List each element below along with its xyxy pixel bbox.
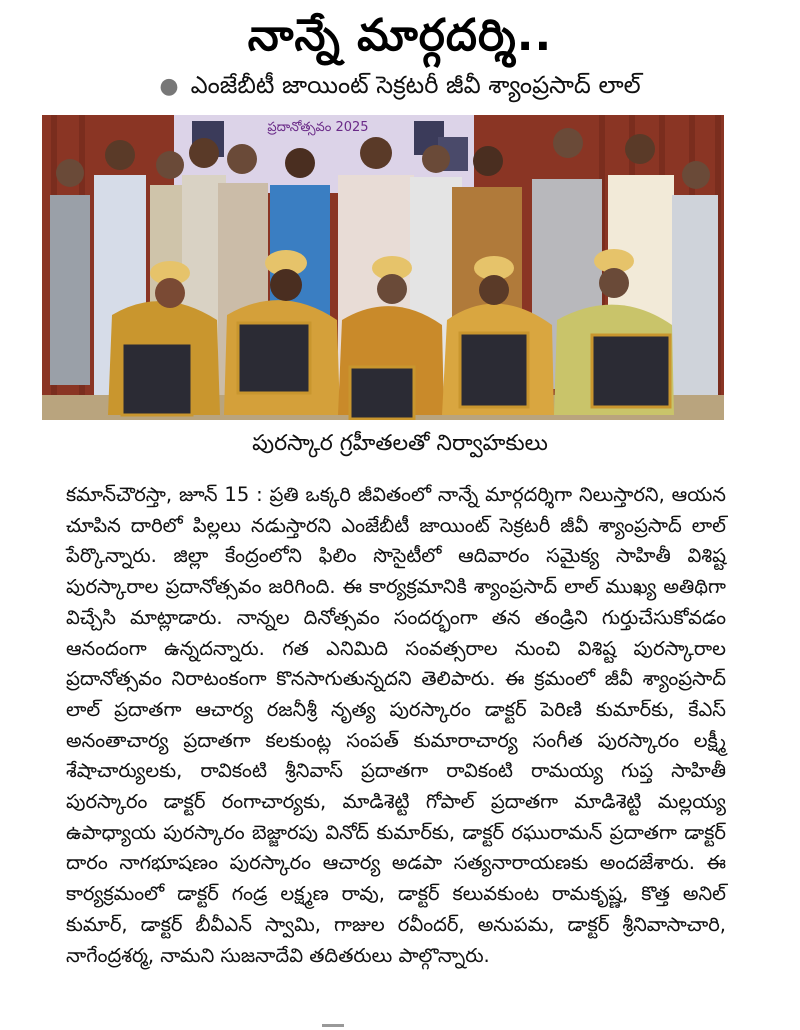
banner-text: ప్రదానోత్సవం 2025	[267, 120, 369, 135]
column-end-rule	[322, 1024, 344, 1027]
subheadline	[0, 68, 800, 104]
headline: నాన్నే మార్గదర్శి..	[247, 10, 553, 61]
photo-caption: పురస్కార గ్రహీతలతో నిర్వాహకులు	[252, 431, 548, 456]
event-photo-illustration	[42, 115, 724, 420]
bullet-icon: ●	[159, 74, 179, 99]
body-paragraph: కమాన్‌చౌరస్తా, జూన్ 15 : ప్రతి ఒక్కరి జీవితంలో నాన్నే మార్గదర్శిగా నిలుస్తారని, ఆయన చూపిన దారిలో పిల్లలు నడుస్తారని ఎంజేబీటీ జాయింట్ సెక్రటరీ జీవీ శ్యాంప్రసాద్ లాల్ పేర్కొన్నారు. జిల్లా కేంద్రంలోని ఫిలిం సొసైటీలో ఆదివారం సమైక్య సాహితీ విశిష్ట పురస్కారాల ప్రదానోత్సవం జరిగింది. ఈ కార్యక్రమానికి శ్యాంప్రసాద్ లాల్ ముఖ్య అతిథిగా విచ్చేసి మాట్లాడారు. నాన్నల దినోత్సవం సందర్భంగా తన తండ్రిని గుర్తుచేసుకోవడం ఆనందంగా ఉన్నదన్నారు. గత ఎనిమిది సంవత్సరాల నుంచి విశిష్ట పురస్కారాల ప్రదానోత్సవం నిరాటంకంగా కొనసాగుతున్నదని తెలిపారు. ఈ క్రమంలో జీవీ శ్యాంప్రసాద్ లాల్ ప్రదాతగా ఆచార్య రజనీశ్రీ నృత్య పురస్కారం డాక్టర్ పెరిణి కుమార్‌కు, కేఎస్ అనంతాచార్య ప్రదాతగా కలకుంట్ల సంపత్ కుమారాచార్య సంగీత పురస్కారం లక్ష్మీ శేషాచార్యులకు, రావికంటి శ్రీనివాస్ ప్రదాతగా రావికంటి రామయ్య గుప్త సాహితీ పురస్కారం డాక్టర్ రంగాచార్యకు, మాడిశెట్టి గోపాల్ ప్రదాతగా మాడిశెట్టి మల్లయ్య ఉపాధ్యాయ పురస్కారం బెజ్జారపు వినోద్ కుమార్‌కు, డాక్టర్ రఘురామన్ ప్రదాతగా డాక్టర్ దారం నాగభూషణం పురస్కారం ఆచార్య అడపా సత్యనారాయణకు అందజేశారు. ఈ కార్యక్రమంలో డాక్టర్ గండ్ర లక్ష్మణ రావు, డాక్టర్ కలువకుంట రామకృష్ణ, కొత్త అనిల్ కుమార్, డాక్టర్ బీవీఎన్ స్వామి, గాజుల రవీందర్, అనుపమ, డాక్టర్ శ్రీనివాసాచారి, నాగేంద్రశర్మ, నామని సుజనాదేవి తదితరులు పాల్గొన్నారు.	[66, 483, 726, 967]
article-body	[66, 480, 726, 971]
subheadline-text: ఎంజేబీటీ జాయింట్ సెక్రటరీ జీవీ శ్యాంప్రసాద్ లాల్	[190, 71, 641, 99]
event-photo	[42, 115, 724, 420]
